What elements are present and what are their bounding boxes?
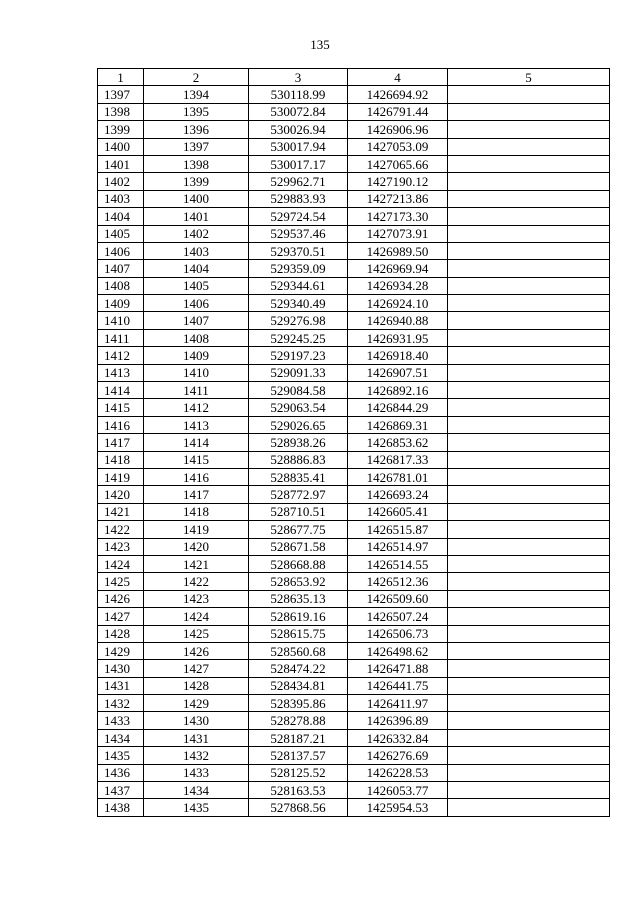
table-row bbox=[98, 225, 610, 242]
table-row bbox=[98, 329, 610, 346]
row-number-cell: 1433 bbox=[98, 712, 144, 729]
x-coordinate-cell: 529370.51 bbox=[249, 242, 348, 259]
row-number-cell: 1431 bbox=[98, 677, 144, 694]
point-number-cell: 1397 bbox=[144, 138, 249, 155]
table-row bbox=[98, 260, 610, 277]
x-coordinate-cell: 529344.61 bbox=[249, 277, 348, 294]
x-coordinate-cell: 528668.88 bbox=[249, 555, 348, 572]
point-number-cell: 1403 bbox=[144, 242, 249, 259]
x-coordinate-cell: 530017.17 bbox=[249, 155, 348, 172]
note-cell bbox=[448, 399, 610, 416]
row-number-cell: 1401 bbox=[98, 155, 144, 172]
y-coordinate-cell: 1426817.33 bbox=[348, 451, 448, 468]
y-coordinate-cell: 1426498.62 bbox=[348, 642, 448, 659]
row-number-cell: 1403 bbox=[98, 190, 144, 207]
x-coordinate-cell: 528474.22 bbox=[249, 660, 348, 677]
page-number: 135 bbox=[310, 37, 330, 52]
row-number-cell: 1408 bbox=[98, 277, 144, 294]
y-coordinate-cell: 1426514.55 bbox=[348, 555, 448, 572]
point-number-cell: 1412 bbox=[144, 399, 249, 416]
row-number-cell: 1425 bbox=[98, 573, 144, 590]
row-number-cell: 1434 bbox=[98, 729, 144, 746]
note-cell bbox=[448, 242, 610, 259]
y-coordinate-cell: 1426471.88 bbox=[348, 660, 448, 677]
table-row bbox=[98, 451, 610, 468]
y-coordinate-cell: 1426791.44 bbox=[348, 103, 448, 120]
note-cell bbox=[448, 382, 610, 399]
row-number-cell: 1426 bbox=[98, 590, 144, 607]
note-cell bbox=[448, 121, 610, 138]
row-number-cell: 1398 bbox=[98, 103, 144, 120]
note-cell bbox=[448, 86, 610, 103]
note-cell bbox=[448, 503, 610, 520]
table-row bbox=[98, 277, 610, 294]
table-row bbox=[98, 138, 610, 155]
point-number-cell: 1420 bbox=[144, 538, 249, 555]
x-coordinate-cell: 529359.09 bbox=[249, 260, 348, 277]
x-coordinate-cell: 529245.25 bbox=[249, 329, 348, 346]
note-cell bbox=[448, 103, 610, 120]
table-row bbox=[98, 764, 610, 781]
table-row bbox=[98, 434, 610, 451]
note-cell bbox=[448, 608, 610, 625]
x-coordinate-cell: 529197.23 bbox=[249, 347, 348, 364]
row-number-cell: 1413 bbox=[98, 364, 144, 381]
y-coordinate-cell: 1426053.77 bbox=[348, 782, 448, 799]
x-coordinate-cell: 529883.93 bbox=[249, 190, 348, 207]
row-number-cell: 1424 bbox=[98, 555, 144, 572]
x-coordinate-cell: 528710.51 bbox=[249, 503, 348, 520]
table-row bbox=[98, 347, 610, 364]
table-row bbox=[98, 590, 610, 607]
x-coordinate-cell: 529091.33 bbox=[249, 364, 348, 381]
y-coordinate-cell: 1427190.12 bbox=[348, 173, 448, 190]
y-coordinate-cell: 1426396.89 bbox=[348, 712, 448, 729]
note-cell bbox=[448, 451, 610, 468]
point-number-cell: 1429 bbox=[144, 695, 249, 712]
note-cell bbox=[448, 208, 610, 225]
table-row bbox=[98, 642, 610, 659]
x-coordinate-cell: 529026.65 bbox=[249, 416, 348, 433]
point-number-cell: 1411 bbox=[144, 382, 249, 399]
table-row bbox=[98, 208, 610, 225]
point-number-cell: 1430 bbox=[144, 712, 249, 729]
table-row bbox=[98, 503, 610, 520]
table-row bbox=[98, 625, 610, 642]
point-number-cell: 1422 bbox=[144, 573, 249, 590]
x-coordinate-cell: 528615.75 bbox=[249, 625, 348, 642]
table-row bbox=[98, 799, 610, 816]
table-row bbox=[98, 747, 610, 764]
note-cell bbox=[448, 799, 610, 816]
y-coordinate-cell: 1426869.31 bbox=[348, 416, 448, 433]
point-number-cell: 1419 bbox=[144, 521, 249, 538]
x-coordinate-cell: 529724.54 bbox=[249, 208, 348, 225]
table-row bbox=[98, 677, 610, 694]
note-cell bbox=[448, 729, 610, 746]
note-cell bbox=[448, 260, 610, 277]
y-coordinate-cell: 1426906.96 bbox=[348, 121, 448, 138]
table-row bbox=[98, 86, 610, 103]
row-number-cell: 1418 bbox=[98, 451, 144, 468]
point-number-cell: 1396 bbox=[144, 121, 249, 138]
table-row bbox=[98, 382, 610, 399]
point-number-cell: 1400 bbox=[144, 190, 249, 207]
y-coordinate-cell: 1426907.51 bbox=[348, 364, 448, 381]
row-number-cell: 1422 bbox=[98, 521, 144, 538]
row-number-cell: 1399 bbox=[98, 121, 144, 138]
y-coordinate-cell: 1426989.50 bbox=[348, 242, 448, 259]
note-cell bbox=[448, 590, 610, 607]
row-number-cell: 1421 bbox=[98, 503, 144, 520]
point-number-cell: 1399 bbox=[144, 173, 249, 190]
table-row bbox=[98, 364, 610, 381]
point-number-cell: 1401 bbox=[144, 208, 249, 225]
point-number-cell: 1415 bbox=[144, 451, 249, 468]
note-cell bbox=[448, 782, 610, 799]
y-coordinate-cell: 1426276.69 bbox=[348, 747, 448, 764]
x-coordinate-cell: 528835.41 bbox=[249, 468, 348, 485]
table-row bbox=[98, 242, 610, 259]
x-coordinate-cell: 529276.98 bbox=[249, 312, 348, 329]
y-coordinate-cell: 1426411.97 bbox=[348, 695, 448, 712]
y-coordinate-cell: 1426506.73 bbox=[348, 625, 448, 642]
note-cell bbox=[448, 764, 610, 781]
note-cell bbox=[448, 347, 610, 364]
row-number-cell: 1402 bbox=[98, 173, 144, 190]
table-row bbox=[98, 173, 610, 190]
y-coordinate-cell: 1426931.95 bbox=[348, 329, 448, 346]
point-number-cell: 1413 bbox=[144, 416, 249, 433]
y-coordinate-cell: 1427073.91 bbox=[348, 225, 448, 242]
y-coordinate-cell: 1426605.41 bbox=[348, 503, 448, 520]
x-coordinate-cell: 527868.56 bbox=[249, 799, 348, 816]
table-row bbox=[98, 608, 610, 625]
x-coordinate-cell: 528619.16 bbox=[249, 608, 348, 625]
y-coordinate-cell: 1426934.28 bbox=[348, 277, 448, 294]
row-number-cell: 1409 bbox=[98, 295, 144, 312]
point-number-cell: 1410 bbox=[144, 364, 249, 381]
table-row bbox=[98, 312, 610, 329]
y-coordinate-cell: 1426514.97 bbox=[348, 538, 448, 555]
note-cell bbox=[448, 468, 610, 485]
point-number-cell: 1433 bbox=[144, 764, 249, 781]
table-row bbox=[98, 468, 610, 485]
coordinates-table bbox=[97, 68, 610, 817]
row-number-cell: 1400 bbox=[98, 138, 144, 155]
x-coordinate-cell: 528434.81 bbox=[249, 677, 348, 694]
table-row bbox=[98, 295, 610, 312]
note-cell bbox=[448, 660, 610, 677]
note-cell bbox=[448, 277, 610, 294]
row-number-cell: 1415 bbox=[98, 399, 144, 416]
point-number-cell: 1405 bbox=[144, 277, 249, 294]
point-number-cell: 1408 bbox=[144, 329, 249, 346]
y-coordinate-cell: 1426694.92 bbox=[348, 86, 448, 103]
note-cell bbox=[448, 642, 610, 659]
column-header-4: 4 bbox=[348, 69, 448, 86]
note-cell bbox=[448, 190, 610, 207]
row-number-cell: 1423 bbox=[98, 538, 144, 555]
row-number-cell: 1435 bbox=[98, 747, 144, 764]
column-header-3: 3 bbox=[249, 69, 348, 86]
column-header-2: 2 bbox=[144, 69, 249, 86]
row-number-cell: 1436 bbox=[98, 764, 144, 781]
row-number-cell: 1437 bbox=[98, 782, 144, 799]
x-coordinate-cell: 529962.71 bbox=[249, 173, 348, 190]
x-coordinate-cell: 528163.53 bbox=[249, 782, 348, 799]
x-coordinate-cell: 530118.99 bbox=[249, 86, 348, 103]
note-cell bbox=[448, 555, 610, 572]
table-row bbox=[98, 155, 610, 172]
row-number-cell: 1420 bbox=[98, 486, 144, 503]
row-number-cell: 1406 bbox=[98, 242, 144, 259]
x-coordinate-cell: 528772.97 bbox=[249, 486, 348, 503]
note-cell bbox=[448, 521, 610, 538]
x-coordinate-cell: 530072.84 bbox=[249, 103, 348, 120]
point-number-cell: 1402 bbox=[144, 225, 249, 242]
row-number-cell: 1416 bbox=[98, 416, 144, 433]
table-row bbox=[98, 399, 610, 416]
point-number-cell: 1432 bbox=[144, 747, 249, 764]
x-coordinate-cell: 528938.26 bbox=[249, 434, 348, 451]
note-cell bbox=[448, 573, 610, 590]
point-number-cell: 1407 bbox=[144, 312, 249, 329]
y-coordinate-cell: 1426509.60 bbox=[348, 590, 448, 607]
x-coordinate-cell: 528560.68 bbox=[249, 642, 348, 659]
table-row bbox=[98, 555, 610, 572]
y-coordinate-cell: 1426892.16 bbox=[348, 382, 448, 399]
point-number-cell: 1395 bbox=[144, 103, 249, 120]
table-row bbox=[98, 190, 610, 207]
point-number-cell: 1398 bbox=[144, 155, 249, 172]
table-row bbox=[98, 416, 610, 433]
x-coordinate-cell: 528886.83 bbox=[249, 451, 348, 468]
y-coordinate-cell: 1426693.24 bbox=[348, 486, 448, 503]
note-cell bbox=[448, 329, 610, 346]
x-coordinate-cell: 528278.88 bbox=[249, 712, 348, 729]
table-row bbox=[98, 521, 610, 538]
point-number-cell: 1421 bbox=[144, 555, 249, 572]
point-number-cell: 1416 bbox=[144, 468, 249, 485]
y-coordinate-cell: 1426918.40 bbox=[348, 347, 448, 364]
point-number-cell: 1404 bbox=[144, 260, 249, 277]
x-coordinate-cell: 528671.58 bbox=[249, 538, 348, 555]
row-number-cell: 1428 bbox=[98, 625, 144, 642]
row-number-cell: 1411 bbox=[98, 329, 144, 346]
note-cell bbox=[448, 138, 610, 155]
y-coordinate-cell: 1426844.29 bbox=[348, 399, 448, 416]
y-coordinate-cell: 1427053.09 bbox=[348, 138, 448, 155]
x-coordinate-cell: 529063.54 bbox=[249, 399, 348, 416]
row-number-cell: 1407 bbox=[98, 260, 144, 277]
point-number-cell: 1431 bbox=[144, 729, 249, 746]
row-number-cell: 1429 bbox=[98, 642, 144, 659]
point-number-cell: 1426 bbox=[144, 642, 249, 659]
note-cell bbox=[448, 538, 610, 555]
point-number-cell: 1424 bbox=[144, 608, 249, 625]
row-number-cell: 1412 bbox=[98, 347, 144, 364]
x-coordinate-cell: 529340.49 bbox=[249, 295, 348, 312]
table-row bbox=[98, 660, 610, 677]
y-coordinate-cell: 1427173.30 bbox=[348, 208, 448, 225]
column-header-5: 5 bbox=[448, 69, 610, 86]
note-cell bbox=[448, 416, 610, 433]
note-cell bbox=[448, 155, 610, 172]
table-row bbox=[98, 782, 610, 799]
point-number-cell: 1427 bbox=[144, 660, 249, 677]
y-coordinate-cell: 1426441.75 bbox=[348, 677, 448, 694]
x-coordinate-cell: 529537.46 bbox=[249, 225, 348, 242]
row-number-cell: 1397 bbox=[98, 86, 144, 103]
note-cell bbox=[448, 173, 610, 190]
row-number-cell: 1417 bbox=[98, 434, 144, 451]
row-number-cell: 1419 bbox=[98, 468, 144, 485]
y-coordinate-cell: 1426924.10 bbox=[348, 295, 448, 312]
row-number-cell: 1414 bbox=[98, 382, 144, 399]
table-row bbox=[98, 121, 610, 138]
column-header-1: 1 bbox=[98, 69, 144, 86]
point-number-cell: 1428 bbox=[144, 677, 249, 694]
row-number-cell: 1438 bbox=[98, 799, 144, 816]
note-cell bbox=[448, 295, 610, 312]
point-number-cell: 1435 bbox=[144, 799, 249, 816]
x-coordinate-cell: 528677.75 bbox=[249, 521, 348, 538]
x-coordinate-cell: 528187.21 bbox=[249, 729, 348, 746]
x-coordinate-cell: 530026.94 bbox=[249, 121, 348, 138]
note-cell bbox=[448, 486, 610, 503]
y-coordinate-cell: 1426781.01 bbox=[348, 468, 448, 485]
point-number-cell: 1425 bbox=[144, 625, 249, 642]
note-cell bbox=[448, 364, 610, 381]
point-number-cell: 1423 bbox=[144, 590, 249, 607]
x-coordinate-cell: 529084.58 bbox=[249, 382, 348, 399]
table-row bbox=[98, 538, 610, 555]
table-row bbox=[98, 695, 610, 712]
table-body bbox=[98, 86, 610, 816]
note-cell bbox=[448, 312, 610, 329]
point-number-cell: 1406 bbox=[144, 295, 249, 312]
y-coordinate-cell: 1426228.53 bbox=[348, 764, 448, 781]
y-coordinate-cell: 1427213.86 bbox=[348, 190, 448, 207]
x-coordinate-cell: 528137.57 bbox=[249, 747, 348, 764]
point-number-cell: 1394 bbox=[144, 86, 249, 103]
x-coordinate-cell: 528653.92 bbox=[249, 573, 348, 590]
table-row bbox=[98, 103, 610, 120]
y-coordinate-cell: 1426512.36 bbox=[348, 573, 448, 590]
note-cell bbox=[448, 225, 610, 242]
y-coordinate-cell: 1426515.87 bbox=[348, 521, 448, 538]
row-number-cell: 1432 bbox=[98, 695, 144, 712]
point-number-cell: 1414 bbox=[144, 434, 249, 451]
note-cell bbox=[448, 747, 610, 764]
y-coordinate-cell: 1426332.84 bbox=[348, 729, 448, 746]
row-number-cell: 1404 bbox=[98, 208, 144, 225]
y-coordinate-cell: 1426969.94 bbox=[348, 260, 448, 277]
note-cell bbox=[448, 712, 610, 729]
table-header-row bbox=[98, 69, 610, 86]
table-row bbox=[98, 729, 610, 746]
note-cell bbox=[448, 625, 610, 642]
row-number-cell: 1410 bbox=[98, 312, 144, 329]
y-coordinate-cell: 1426940.88 bbox=[348, 312, 448, 329]
point-number-cell: 1418 bbox=[144, 503, 249, 520]
table-row bbox=[98, 573, 610, 590]
y-coordinate-cell: 1425954.53 bbox=[348, 799, 448, 816]
table-row bbox=[98, 712, 610, 729]
note-cell bbox=[448, 695, 610, 712]
row-number-cell: 1405 bbox=[98, 225, 144, 242]
table-row bbox=[98, 486, 610, 503]
note-cell bbox=[448, 677, 610, 694]
x-coordinate-cell: 528125.52 bbox=[249, 764, 348, 781]
point-number-cell: 1434 bbox=[144, 782, 249, 799]
y-coordinate-cell: 1426853.62 bbox=[348, 434, 448, 451]
point-number-cell: 1417 bbox=[144, 486, 249, 503]
row-number-cell: 1430 bbox=[98, 660, 144, 677]
point-number-cell: 1409 bbox=[144, 347, 249, 364]
x-coordinate-cell: 528635.13 bbox=[249, 590, 348, 607]
y-coordinate-cell: 1426507.24 bbox=[348, 608, 448, 625]
x-coordinate-cell: 528395.86 bbox=[249, 695, 348, 712]
row-number-cell: 1427 bbox=[98, 608, 144, 625]
y-coordinate-cell: 1427065.66 bbox=[348, 155, 448, 172]
note-cell bbox=[448, 434, 610, 451]
x-coordinate-cell: 530017.94 bbox=[249, 138, 348, 155]
